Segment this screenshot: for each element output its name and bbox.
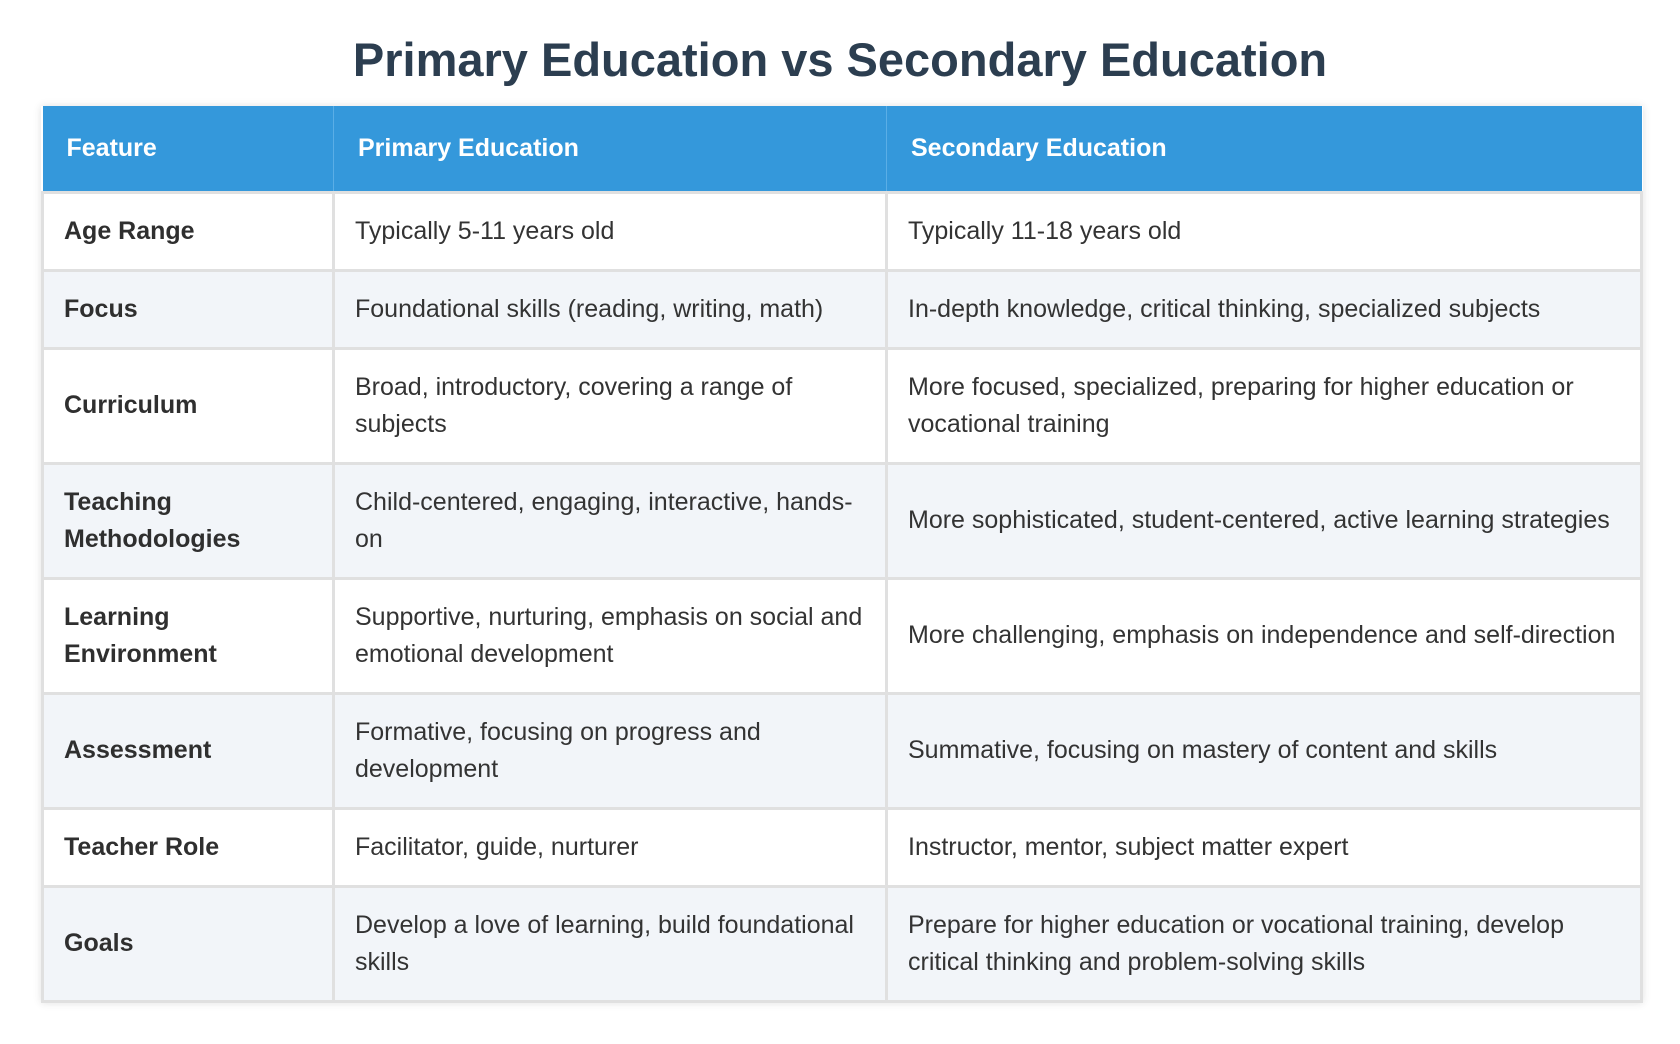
table-header — [43, 106, 1642, 192]
feature-cell: Assessment — [43, 693, 334, 808]
secondary-cell: More focused, specialized, preparing for higher education or vocational training — [887, 348, 1642, 463]
secondary-cell: More sophisticated, student-centered, active learning strategies — [887, 463, 1642, 578]
secondary-cell: In-depth knowledge, critical thinking, specialized subjects — [887, 270, 1642, 348]
table-row — [43, 270, 1642, 348]
primary-cell: Typically 5-11 years old — [334, 192, 887, 270]
table-row — [43, 886, 1642, 1001]
secondary-cell: Summative, focusing on mastery of content and skills — [887, 693, 1642, 808]
comparison-table — [41, 106, 1643, 1003]
header-row — [43, 106, 1642, 192]
primary-cell: Foundational skills (reading, writing, math) — [334, 270, 887, 348]
feature-cell: Learning Environment — [43, 578, 334, 693]
secondary-cell: Instructor, mentor, subject matter expert — [887, 808, 1642, 886]
header-feature: Feature — [43, 106, 334, 192]
primary-cell: Broad, introductory, covering a range of subjects — [334, 348, 887, 463]
table-row — [43, 578, 1642, 693]
table-row — [43, 192, 1642, 270]
feature-cell: Goals — [43, 886, 334, 1001]
page-title: Primary Education vs Secondary Education — [352, 33, 1328, 86]
primary-cell: Develop a love of learning, build foundational skills — [334, 886, 887, 1001]
secondary-cell: Prepare for higher education or vocational training, develop critical thinking and problem-solving skills — [887, 886, 1642, 1001]
table-body — [43, 192, 1642, 1001]
secondary-cell: Typically 11-18 years old — [887, 192, 1642, 270]
feature-cell: Focus — [43, 270, 334, 348]
primary-cell: Child-centered, engaging, interactive, hands-on — [334, 463, 887, 578]
feature-cell: Teaching Methodologies — [43, 463, 334, 578]
primary-cell: Facilitator, guide, nurturer — [334, 808, 887, 886]
feature-cell: Teacher Role — [43, 808, 334, 886]
header-primary: Primary Education — [334, 106, 887, 192]
primary-cell: Formative, focusing on progress and development — [334, 693, 887, 808]
header-secondary: Secondary Education — [887, 106, 1642, 192]
table-row — [43, 348, 1642, 463]
primary-cell: Supportive, nurturing, emphasis on social and emotional development — [334, 578, 887, 693]
table-row — [43, 808, 1642, 886]
table-row — [43, 463, 1642, 578]
secondary-cell: More challenging, emphasis on independence and self-direction — [887, 578, 1642, 693]
table-row — [43, 693, 1642, 808]
feature-cell: Curriculum — [43, 348, 334, 463]
feature-cell: Age Range — [43, 192, 334, 270]
